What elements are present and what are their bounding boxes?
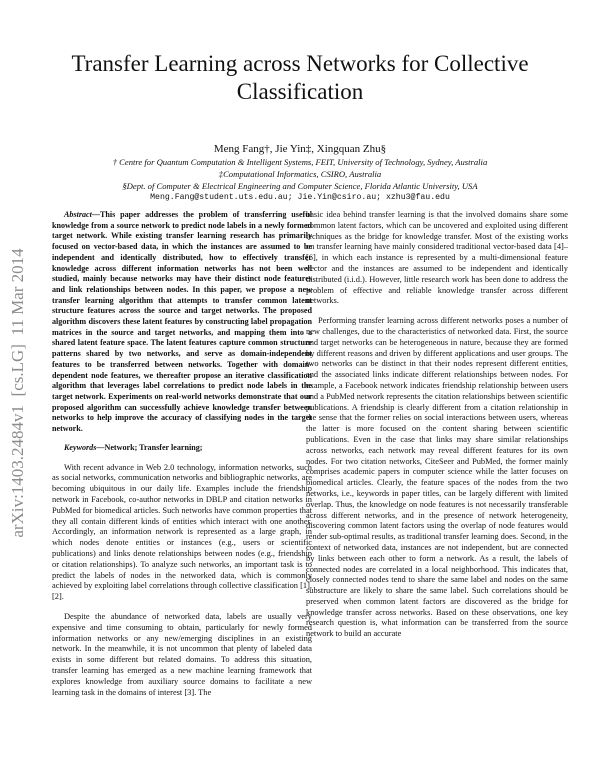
intro-paragraph-3: Performing transfer learning across different networks poses a number of new challenges, due to the characteristics of networked data. First, the source and target networks can be heterogeneous in nature, because they are formed by different reasons and driven by different applications and user groups. The two networks can be distinct in that their nodes represent different entities, and the associated links indicate different relationships between nodes. For example, a Facebook network indicates friendship relationship between users and a PubMed network represents the citation relationships between scientific publications. A friendship is clearly different from a citation relationship in the sense that the former relies on social interactions between users, whereas the latter is more focused on the content sharing between scientific publications. Even in the case that links may share similar relationships across networks, each network may reveal different features for its own nodes. For two citation networks, CiteSeer and PubMed, the former mainly comprises academic papers in computer science while the latter focuses on biomedical articles. Clearly, the feature spaces of the nodes from the two networks, i.e., keywords in paper titles, can be largely different with limited overlap. Thus, the knowledge on node features is not necessarily transferable across different networks, and in the presence of network heterogeneity, discovering common latent factors using the overlap of node features would render sub-optimal results, as traditional transfer learning does. Second, in the context of networked data, instances are not independent, but are connected by links between each other to form a network. As a result, the labels of connected nodes are correlated in a local neighborhood. This indicates that, closely connected nodes tend to share the same label and nodes on the same substructure are likely to share the same label. Such correlations should be preserved when common latent factors are discovered as the bridge for knowledge transfer across networks. Based on these observations, one key research question is, what information can be transferred from the source network to build an accurate <box>306 316 568 639</box>
intro-paragraph-2-continued: basic idea behind transfer learning is that the involved domains share some common latent factors, which can be uncovered and exploited using different techniques as the bridge for knowledge transfer. Most of the existing works on transfer learning have mainly considered traditional vector-based data [4]–[6], in which each instance is represented by a multi-dimensional feature vector and the instances are assumed to be independent and identically distributed (i.i.d.). However, little research work has been done to address the problem of effective and reliable knowledge transfer across different networks. <box>306 210 568 306</box>
paper-title: Transfer Learning across Networks for Collective Classification <box>71 51 529 104</box>
intro-paragraph-2: Despite the abundance of networked data, labels are usually very expensive and time consuming to obtain, particularly for newly formed information networks or any new/emerging disciplines in an existing network. In the meanwhile, it is not uncommon that plenty of labeled data exists in some different but related domains. To address this situation, transfer learning has emerged as a new machine learning framework that explores knowledge from auxiliary source domains to facilitate a new learning task in the domains of interest [3]. The <box>52 611 312 697</box>
arxiv-identifier <box>6 188 30 598</box>
abstract-label: Abstract <box>64 210 92 219</box>
affiliation-uts: † Centre for Quantum Computation & Intelligent Systems, FEIT, University of Technology, Sydney, Australia <box>112 157 488 167</box>
authors: Meng Fang†, Jie Yin‡, Xingquan Zhu§ <box>213 143 387 155</box>
affiliation-csiro: ‡Computational Informatics, CSIRO, Australia <box>218 169 382 179</box>
keywords-text: —Network; Transfer learning; <box>96 442 203 452</box>
arxiv-id-text: arXiv:1403.2484v1 [cs.LG] 11 Mar 2014 <box>8 248 27 538</box>
affiliation-fau: §Dept. of Computer & Electrical Engineering and Computer Science, Florida Atlantic University, USA <box>122 181 478 191</box>
right-column <box>306 210 568 640</box>
keywords <box>52 443 312 454</box>
author-emails: Meng.Fang@student.uts.edu.au; Jie.Yin@csiro.au; xzhu3@fau.edu <box>150 193 450 202</box>
intro-paragraph-1: With recent advance in Web 2.0 technology, information networks, such as social networks, communication networks and bibliographic networks, are becoming ubiquitous in our daily life. Examples include the friendship network in Facebook, co-author networks in DBLP and citation networks in PubMed for biomedical articles. Such networks have common properties that they all contain different kinds of entities which interact with one another. Accordingly, an information network is represented as a large graph, in which nodes denote entities or instances (e.g., users or scientific publications) and links denote relationships between nodes (e.g., friendship or citation relationships). To analyze such networks, an important task is to predict the labels of nodes in the networked data, which is commonly achieved by exploiting label correlations through collective classification [1], [2]. <box>52 462 312 602</box>
abstract <box>52 210 312 435</box>
keywords-label: Keywords <box>64 442 97 452</box>
abstract-text: —This paper addresses the problem of transferring useful knowledge from a source network to predict node labels in a newly formed target network. While existing transfer learning research has primarily focused on vector-based data, in which the instances are assumed to be independent and identically distributed, how to effectively transfer knowledge across different information networks has not been well studied, mainly because networks may have their distinct node features and link relationships between nodes. In this paper, we propose a new transfer learning algorithm that attempts to transfer common latent structure features across the source and target networks. The proposed algorithm discovers these latent features by constructing label propagation matrices in the source and target networks, and mapping them into a shared latent feature space. The latent features capture common structure patterns shared by two networks, and serve as domain-independent features to be transferred between networks. Together with domain-dependent node features, we thereafter propose an iterative classification algorithm that leverages label correlations to predict node labels in the target network. Experiments on real-world networks demonstrate that our proposed algorithm can successfully achieve knowledge transfer between networks to help improve the accuracy of classifying nodes in the target network. <box>52 210 312 434</box>
left-column <box>52 210 312 698</box>
